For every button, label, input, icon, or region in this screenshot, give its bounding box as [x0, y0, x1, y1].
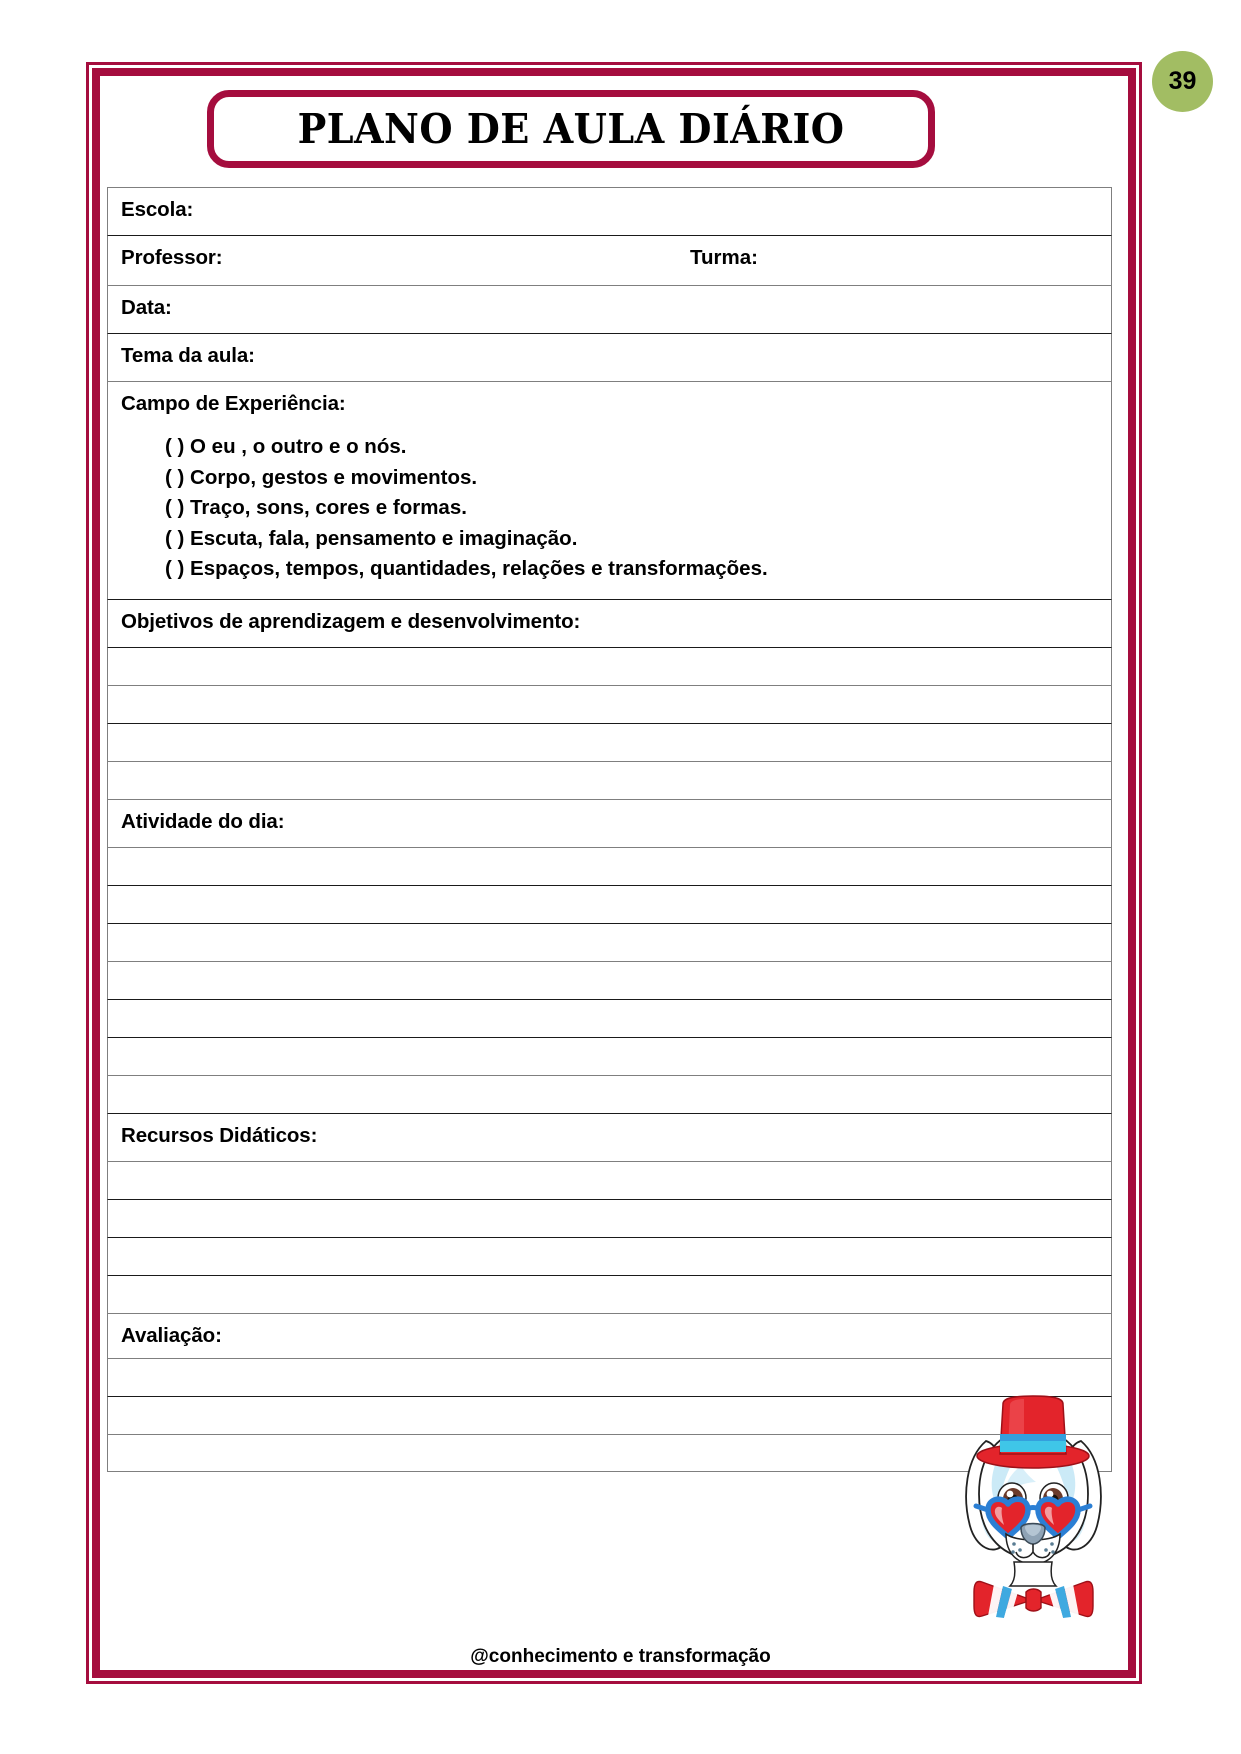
data-label: Data: [121, 296, 172, 319]
atividade-blank-line[interactable] [107, 847, 1112, 885]
page-number-badge [1152, 51, 1213, 112]
recursos-blank-line[interactable] [107, 1161, 1112, 1199]
objetivos-blank-line[interactable] [107, 647, 1112, 685]
atividade-blank-line[interactable] [107, 923, 1112, 961]
field-row-recursos[interactable] [107, 1113, 1112, 1161]
field-row-tema[interactable] [107, 333, 1112, 381]
tema-label: Tema da aula: [121, 344, 255, 367]
avaliacao-blank-line[interactable] [107, 1396, 1112, 1434]
atividade-label: Atividade do dia: [121, 809, 285, 833]
turma-label: Turma: [690, 246, 758, 269]
recursos-blank-line[interactable] [107, 1275, 1112, 1313]
checkbox-option-corpo-gestos[interactable]: ( ) Corpo, gestos e movimentos. [165, 465, 478, 489]
atividade-blank-line[interactable] [107, 1075, 1112, 1113]
campo-experiencia-block [108, 382, 1111, 599]
field-row-escola[interactable] [107, 187, 1112, 235]
checkbox-option-eu-outro-nos[interactable]: ( ) O eu , o outro e o nós. [165, 435, 407, 458]
recursos-blank-line[interactable] [107, 1199, 1112, 1237]
checkbox-option-traco-sons[interactable]: ( ) Traço, sons, cores e formas. [165, 496, 467, 519]
field-row-data[interactable] [107, 285, 1112, 333]
avaliacao-label: Avaliação: [121, 1323, 222, 1347]
title-plate [207, 90, 935, 168]
campo-experiencia-options [121, 432, 1111, 585]
recursos-label: Recursos Didáticos: [121, 1123, 318, 1147]
atividade-blank-line[interactable] [107, 1037, 1112, 1075]
escola-label: Escola: [121, 198, 194, 221]
campo-experiencia-label: Campo de Experiência: [121, 392, 346, 415]
objetivos-blank-line[interactable] [107, 723, 1112, 761]
checkbox-option-escuta-fala[interactable]: ( ) Escuta, fala, pensamento e imaginação. [165, 526, 578, 550]
field-row-objetivos[interactable] [107, 599, 1112, 647]
objetivos-blank-line[interactable] [107, 685, 1112, 723]
lesson-plan-form [107, 187, 1112, 1472]
field-row-campo-experiencia [107, 381, 1112, 599]
professor-label: Professor: [121, 246, 223, 269]
objetivos-label: Objetivos de aprendizagem e desenvolvimento: [121, 609, 581, 633]
page-title: PLANO DE AULA DIÁRIO [297, 105, 845, 153]
page-number-text: 39 [1168, 67, 1197, 95]
field-row-avaliacao[interactable] [107, 1313, 1112, 1358]
field-row-atividade[interactable] [107, 799, 1112, 847]
field-row-professor-turma[interactable] [107, 235, 1112, 285]
checkbox-option-espacos-tempos[interactable]: ( ) Espaços, tempos, quantidades, relações e transformações. [165, 557, 768, 580]
atividade-blank-line[interactable] [107, 961, 1112, 999]
avaliacao-blank-line[interactable] [107, 1434, 1112, 1472]
recursos-blank-line[interactable] [107, 1237, 1112, 1275]
footer-credit: @conhecimento e transformação [470, 1646, 771, 1667]
atividade-blank-line[interactable] [107, 885, 1112, 923]
avaliacao-blank-line[interactable] [107, 1358, 1112, 1396]
atividade-blank-line[interactable] [107, 999, 1112, 1037]
objetivos-blank-line[interactable] [107, 761, 1112, 799]
